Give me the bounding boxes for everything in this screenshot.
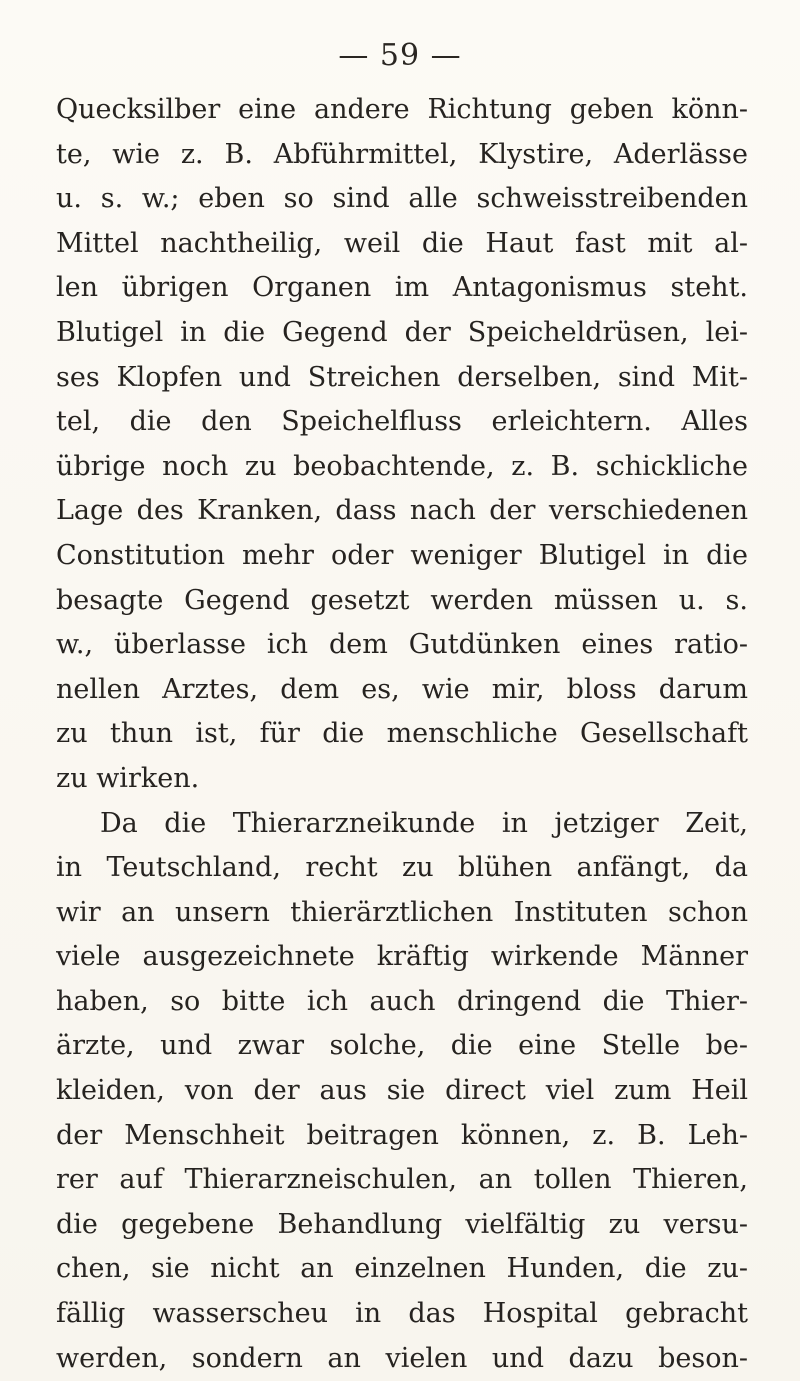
text-line: rer auf Thierarzneischulen, an tollen Thieren, xyxy=(56,1164,748,1196)
text-line: ärzte, und zwar solche, die eine Stelle be- xyxy=(56,1030,748,1062)
text-line: Blutigel in die Gegend der Speicheldrüsen, lei- xyxy=(56,316,748,348)
text-line: fällig wasserscheu in das Hospital gebracht xyxy=(56,1298,748,1330)
text-line: ses Klopfen und Streichen derselben, sind Mit- xyxy=(56,361,748,393)
text-line: u. s. w.; eben so sind alle schweisstreibenden xyxy=(56,183,748,215)
text-line: in Teutschland, recht zu blühen anfängt, da xyxy=(56,852,748,884)
text-line: Quecksilber eine andere Richtung geben könn- xyxy=(56,94,748,125)
text-line: die gegebene Behandlung vielfältig zu versu- xyxy=(56,1208,748,1240)
text-line: tel, die den Speichelfluss erleichtern. Alles xyxy=(56,406,748,438)
text-line: wir an unsern thierärztlichen Instituten schon xyxy=(56,896,748,928)
text-line: te, wie z. B. Abführmittel, Klystire, Aderlässe xyxy=(56,138,748,170)
text-line: übrige noch zu beobachtende, z. B. schickliche xyxy=(56,450,748,482)
text-line: w., überlasse ich dem Gutdünken eines ratio- xyxy=(56,629,748,661)
text-line: haben, so bitte ich auch dringend die Thier- xyxy=(56,985,748,1017)
text-line: werden, sondern an vielen und dazu beson- xyxy=(56,1342,748,1374)
text-line: Mittel nachtheilig, weil die Haut fast mit al- xyxy=(56,227,748,259)
page-number: — 59 — xyxy=(338,38,462,73)
text-line: der Menschheit beitragen können, z. B. Leh- xyxy=(56,1119,748,1151)
text-line: nellen Arztes, dem es, wie mir, bloss darum xyxy=(56,673,748,705)
text-line: len übrigen Organen im Antagonismus steht. xyxy=(56,272,748,304)
body-text xyxy=(56,88,748,1381)
text-line: zu thun ist, für die menschliche Gesellschaft xyxy=(56,718,748,750)
text-line: kleiden, von der aus sie direct viel zum Heil xyxy=(56,1075,748,1107)
text-line: chen, sie nicht an einzelnen Hunden, die zu- xyxy=(56,1253,748,1285)
text-line: Da die Thierarzneikunde in jetziger Zeit, xyxy=(100,807,748,839)
text-line: zu wirken. xyxy=(56,762,200,794)
paragraph-2 xyxy=(56,802,748,1381)
paragraph-1 xyxy=(56,88,748,802)
text-line: Lage des Kranken, dass nach der verschiedenen xyxy=(56,495,748,527)
text-line: Constitution mehr oder weniger Blutigel in die xyxy=(56,539,748,571)
text-line: besagte Gegend gesetzt werden müssen u. s. xyxy=(56,584,748,616)
text-line: viele ausgezeichnete kräftig wirkende Männer xyxy=(56,941,748,973)
